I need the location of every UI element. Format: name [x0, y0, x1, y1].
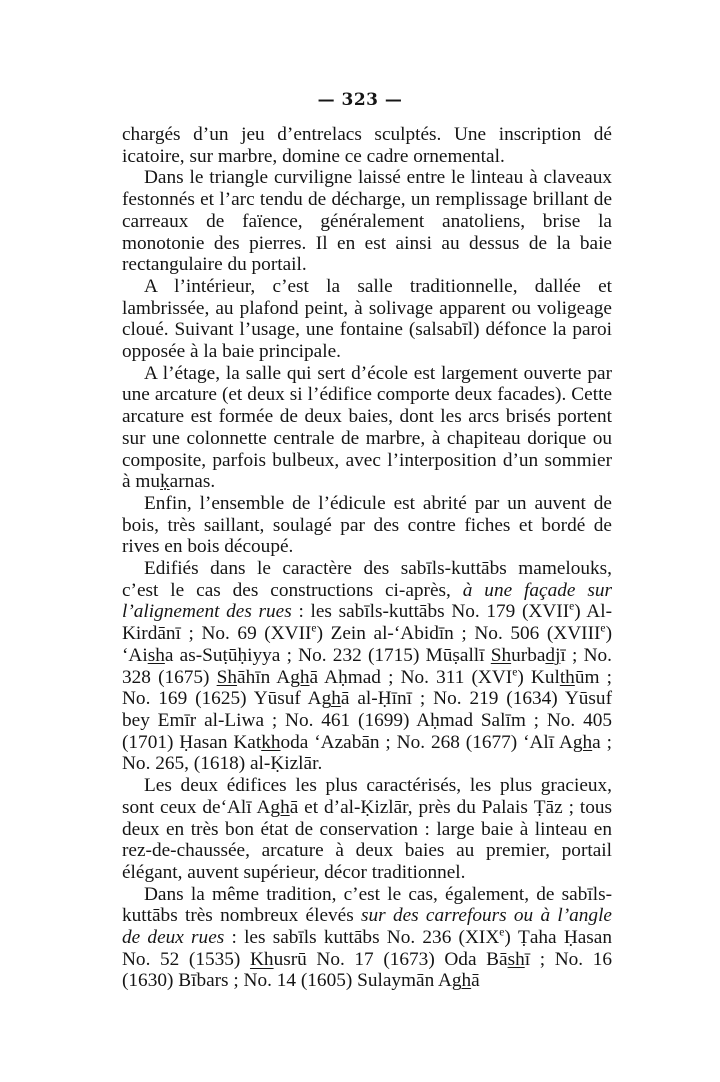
text-segment: gh [572, 731, 593, 753]
page-number: — 323 — [317, 90, 403, 110]
text-segment: ā et d’al-Ḳizlār, près du Palais Ṭāz ; tous deux en très bon état de conservation : large baie à linteau en rez-de-chaussée, arcature à deux baies au premier, portail élégant, auvent supérieur, décor traditionnel. [122, 796, 612, 883]
paragraph-3 [122, 276, 612, 363]
text-segment: ā al-Ḥīnī ; No. 219 (1634) Yūsuf bey Emīr al-Liwa ; No. 461 (1699) Aḥmad Salīm ; No. 405 (1701) Ḥasan Kat [122, 688, 612, 753]
paragraph-7 [122, 775, 612, 884]
text-segment: a as-Suṭūḥiyya ; No. 232 (1715) Mūṣallī [164, 644, 491, 666]
text-segment: ) Al-Kirdānī ; No. 69 (XVII [122, 601, 613, 645]
text-segment: gh [290, 666, 310, 688]
text-segment: Enfin, l’ensemble de l’édicule est abrité par un auvent de bois, très saillant, soulagé par des contre fiches et bordé de rives en bois découpé. [122, 492, 612, 558]
text-segment: ā [471, 970, 480, 992]
text-segment: ḳ [160, 471, 170, 493]
text-segment: Dans la même tradition, c’est le cas, également, de sabīls-kuttābs très nombreux élevés [122, 883, 612, 927]
text-segment: e [600, 621, 606, 635]
text-segment: ) Ṭaha Ḥasan No. 52 (1535) [122, 927, 613, 970]
text-segment: dj [545, 644, 561, 666]
text-segment: āhīn A [237, 666, 291, 688]
paragraph-8 [122, 884, 612, 993]
text-segment: à une façade sur l’alignement des rues [122, 579, 612, 623]
paragraph-2 [122, 167, 612, 276]
text-segment: ī ; No. 16 (1630) Bībars ; No. 14 (1605) Sulaymān A [122, 948, 613, 992]
paragraph-5 [122, 493, 612, 558]
text-segment: Edifiés dans le caractère des sabīls-kuttābs mamelouks, c’est le cas des constructions ci-après, [122, 558, 612, 601]
text-segment: sh [147, 644, 165, 666]
paragraph-4 [122, 363, 612, 493]
text-segment: : les sabīls-kuttābs No. 179 (XVII [291, 601, 570, 623]
text-segment: e [499, 925, 505, 939]
text-segment: : les sabīls kuttābs No. 236 (XIX [224, 927, 500, 949]
text-segment: ) Kul [517, 666, 560, 688]
text-segment: oda ‘Azabān ; No. 268 (1677) ‘Alī A [280, 731, 573, 753]
text-segment: urba [511, 644, 546, 666]
text-segment: Sh [490, 644, 512, 666]
text-segment: kh [261, 731, 281, 753]
text-segment: gh [270, 796, 290, 818]
text-segment: ūm ; No. 169 (1625) Yūsuf A [122, 666, 612, 710]
text-segment: usrū No. 17 (1673) Oda Bā [273, 948, 508, 970]
text-segment: Sh [216, 666, 238, 688]
text-segment: ) Zein al-‘Abidīn ; No. 506 (XVIII [316, 623, 601, 645]
text-segment: sur des carrefours ou à l’angle de deux rues [122, 905, 612, 949]
text-segment: gh [321, 688, 341, 710]
text-segment: e [311, 621, 317, 635]
text-segment: ) ‘Ai [122, 623, 612, 666]
text-segment: gh [451, 970, 472, 992]
text-segment: a ; No. 265, (1618) al-Ḳizlār. [122, 731, 612, 775]
text-segment: arnas. [169, 471, 216, 493]
body-text [122, 124, 612, 992]
text-segment: A l’intérieur, c’est la salle traditionnelle, dallée et lambrissée, au plafond peint, à solivage apparent ou voligeage cloué. Suivant l’usage, une fontaine (salsabīl) défonce la paroi opposée à la baie principale. [122, 275, 612, 363]
text-segment: ā Aḥmad ; No. 311 (XVI [309, 666, 513, 688]
text-segment: Kh [249, 948, 274, 970]
text-segment: Les deux édifices les plus caractérisés, les plus gracieux, sont ceux de‘Alī A [122, 775, 612, 818]
text-segment: ī ; No. 328 (1675) [122, 644, 613, 688]
text-segment: Dans le triangle curviligne laissé entre le linteau à claveaux festonnés et l’arc tendu de décharge, un remplissage brillant de carreaux de faïence, généralement anatoliens, brise la monotonie des pierres. Il en est ainsi au dessus de la baie rectangulaire du portail. [122, 167, 612, 276]
text-segment: chargés d’un jeu d’entrelacs sculptés. Une inscription dé icatoire, sur marbre, domine ce cadre ornemental. [122, 124, 612, 167]
paragraph-1 [122, 124, 612, 167]
text-segment: e [569, 600, 575, 614]
text-segment: e [512, 665, 518, 679]
text-segment: A l’étage, la salle qui sert d’école est largement ouverte par une arcature (et deux si l’édifice comporte deux facades). Cette arcature est formée de deux baies, dont les arcs brisés portent sur une colonnette centrale de marbre, à chapiteau dorique ou composite, parfois bulbeux, avec l’interposition d’un sommier à mu [122, 362, 612, 493]
paragraph-6 [122, 558, 612, 775]
text-segment: sh [507, 948, 525, 970]
text-segment: th [559, 666, 575, 688]
